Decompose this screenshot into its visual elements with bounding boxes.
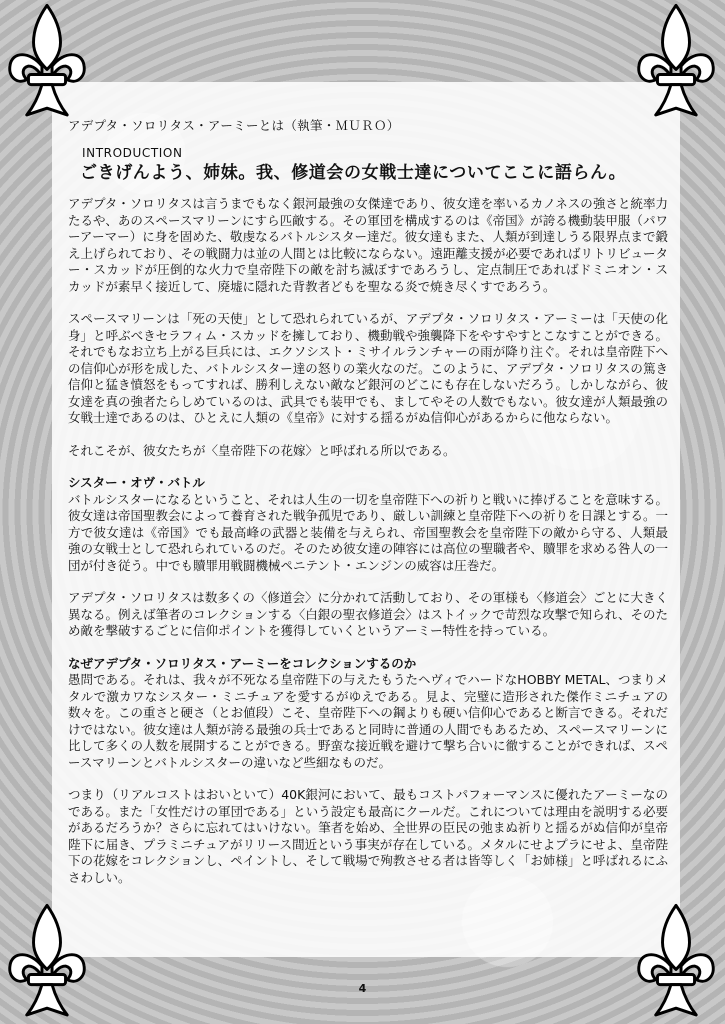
paragraph: バトルシスターになるということ、それは人生の一切を皇帝陛下への祈りと戦いに捧げることを意味する。彼女達は帝国聖教会によって養育された戦争孤児であり、厳しい訓練と皇帝陛下への祈りを日課とする。一方で彼女達は《帝国》でも最高峰の武器と装備を与えられ、帝国聖教会を皇帝陛下の敵から守る、人類最強の女戦士として恐れられているのだ。そのため彼女達の陣容には高位の聖職者や、贖罪を求める咎人の一団が付き従う。中でも贖罪用戦闘機械ペニテント・エンジンの威容は圧巻だ。 (68, 491, 669, 573)
paragraph: アデプタ・ソロリタスは言うまでもなく銀河最強の女傑達であり、彼女達を率いるカノネスの強さと統率力たるや、あのスペースマリーンにすら匹敵する。その軍団を構成するのは《帝国》が誇る機動装甲服（パワーアーマー）に身を固めた、敬虔なるバトルシスター達だ。彼女達もまた、人類が到達しうる限界点まで鍛え上げられており、その戦闘力は並の人間とは比較にならない。遠距離支援が必要であればリトリビューター・スカッドが圧倒的な火力で皇帝陛下の敵を討ち滅ぼすであろうし、定点制圧であればドミニオン・スカッドが素早く接近して、廃墟に隠れた背教者どもを聖なる炎で焼き尽くすであろう。 (68, 196, 669, 294)
paragraph: つまり（リアルコストはおいといて）40K銀河において、最もコストパフォーマンスに優れたアーミーなのである。また「女性だけの軍団である」という設定も最高にクールだ。これについては理由を説明する必要があるだろうか？さらに忘れてはいけない。筆者を始め、全世界の臣民の弛まぬ祈りと揺るがぬ信仰が皇帝陛下に届き、プラミニチュアがリリース間近という事実が存在している。メタルにせよプラにせよ、皇帝陛下の花嫁をコレクションし、ペイントし、そして戦場で殉教させる者は皆等しく「お姉様」と呼ばれるにふさわしい。 (68, 787, 668, 885)
section-why-collect (68, 656, 668, 887)
fleur-de-lis-icon (633, 902, 719, 1020)
intro-label: INTRODUCTION (82, 146, 183, 160)
paragraph: スペースマリーンは「死の天使」として恐れられているが、アデプタ・ソロリタス・アーミーは「天使の化身」と呼ぶべきセラフィム・スカッドを擁しており、機動戦や強襲降下をやすやすとこなすことができる。それでもなお立ち上がる巨兵には、エクソシスト・ミサイルランチャーの雨が降り注ぐ。それは皇帝陛下への信仰心が形を成した、バトルシスター達の怒りの業火なのだ。このように、アデプタ・ソロリタスの篤き信仰と猛き憤怒をもってすれば、勝利しえない敵など銀河のどこにも存在しないだろう。しかしながら、彼女達を真の強者たらしめているのは、武具でも装甲でも、ましてやその人数でもない。彼女達が人類最強の女戦士達であるのは、ひとえに人類の《皇帝》に対する揺るがぬ信仰心があるからに他ならない。 (68, 311, 669, 425)
paragraph: それこそが、彼女たちが〈皇帝陛下の花嫁〉と呼ばれる所以である。 (68, 442, 456, 458)
fleur-de-lis-icon (4, 2, 90, 120)
section-heading: シスター・オヴ・バトル (68, 475, 205, 490)
article (68, 118, 668, 886)
paragraph: アデプタ・ソロリタスは数多くの〈修道会〉に分かれて活動しており、その軍様も〈修道会〉ごとに大きく異なる。例えば筆者のコレクションする〈白銀の聖衣修道会〉はストイックで苛烈な攻撃で知られ、そのため敵を撃破するごとに信仰ポイントを獲得していくというアーミー特性を持っている。 (68, 590, 668, 638)
article-title-line: アデプタ・ソロリタス・アーミーとは（執筆・ＭＵＲＯ） (68, 118, 400, 133)
page-number: 4 (358, 982, 367, 995)
fleur-de-lis-icon (633, 2, 719, 120)
fleur-de-lis-icon (4, 902, 90, 1020)
section-overview (68, 196, 668, 459)
section-heading: なぜアデプタ・ソロリタス・アーミーをコレクションするのか (68, 655, 417, 671)
headline: ごきげんよう、姉妹。我、修道会の女戦士達についてここに語らん。 (80, 163, 627, 183)
paragraph: 愚問である。それは、我々が不死なる皇帝陛下の与えたもうたヘヴィでハードなHOBBY METAL、つまりメタルで激カワなシスター・ミニチュアを愛するがゆえである。見よ、完璧に造形された傑作ミニチュアの数々を。この重さと硬さ（とお値段）こそ、皇帝陛下への鋼よりも硬い信仰心であると断言できる。それだけではない。彼女達は人類が誇る最強の兵士であると同時に普通の人間でもあるため、スペースマリーンに比して多くの人数を展開することができる。野蛮な接近戦を避けて撃ち合いに徹することができれば、スペースマリーンとバトルシスターの違いなど些細なものだ。 (68, 672, 669, 770)
section-sister-of-battle (68, 475, 668, 640)
